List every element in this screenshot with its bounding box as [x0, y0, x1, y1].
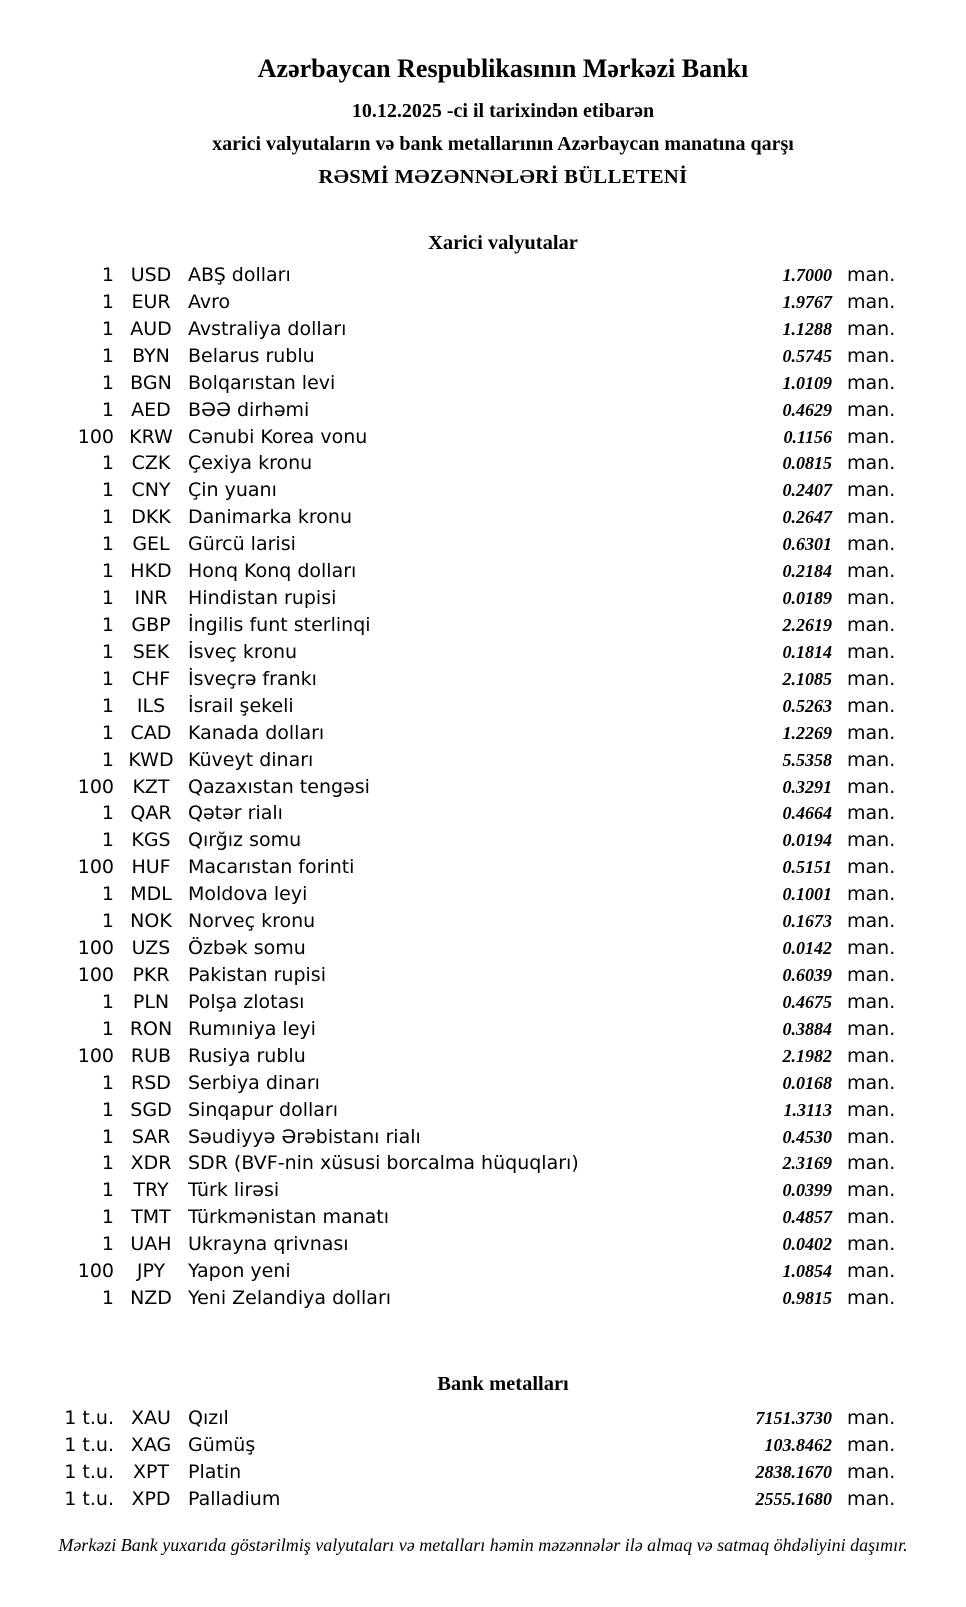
- rate-value-cell: 1.1288: [782, 318, 832, 339]
- currency-name-cell: Özbək somu: [188, 937, 306, 960]
- currency-name-cell: Moldova leyi: [188, 883, 308, 906]
- quantity-cell: 100: [77, 1260, 114, 1283]
- unit-label-cell: man.: [847, 1260, 896, 1283]
- currency-name-cell: Pakistan rupisi: [188, 963, 326, 986]
- quantity-cell: 1: [101, 371, 114, 394]
- rate-value-cell: 0.0194: [782, 830, 832, 851]
- currency-name-cell: Hindistan rupisi: [188, 587, 337, 610]
- currency-code-cell: PKR: [132, 963, 170, 986]
- quantity-cell: 1: [101, 721, 114, 744]
- disclaimer-text: Mərkəzi Bank yuxarıda göstərilmiş valyutaları və metalları həmin məzənnələr ilə almaq və satmaq öhdəliyini daşımır.: [58, 1535, 908, 1555]
- rate-value-cell: 1.0854: [782, 1261, 832, 1282]
- currency-name-cell: Qırğız somu: [188, 829, 302, 852]
- currency-code-cell: CZK: [131, 452, 171, 475]
- rate-value-cell: 2.1085: [782, 668, 832, 689]
- quantity-cell: 1: [101, 533, 114, 556]
- currency-code-cell: CHF: [131, 667, 171, 690]
- currency-code-cell: XDR: [130, 1152, 172, 1175]
- unit-label-cell: man.: [847, 640, 896, 663]
- quantity-cell: 100: [77, 775, 114, 798]
- currency-code-cell: KWD: [128, 748, 174, 771]
- quantity-cell: 1: [101, 560, 114, 583]
- table-row: [0, 989, 966, 1016]
- unit-label-cell: man.: [847, 506, 896, 529]
- currency-name-cell: Səudiyyə Ərəbistanı rialı: [188, 1125, 421, 1148]
- rate-value-cell: 0.4629: [782, 399, 832, 420]
- table-row: [0, 1285, 966, 1312]
- quantity-cell: 1: [101, 667, 114, 690]
- currency-code-cell: BYN: [132, 344, 170, 367]
- rate-value-cell: 103.8462: [764, 1434, 832, 1455]
- unit-label-cell: man.: [847, 587, 896, 610]
- unit-label-cell: man.: [847, 748, 896, 771]
- rate-value-cell: 0.5745: [782, 345, 832, 366]
- rate-value-cell: 0.1814: [782, 641, 832, 662]
- currency-name-cell: ABŞ dolları: [188, 264, 291, 286]
- table-row: [0, 1258, 966, 1285]
- unit-label-cell: man.: [847, 398, 896, 421]
- rate-value-cell: 0.0402: [782, 1234, 832, 1255]
- currency-code-cell: GBP: [131, 613, 171, 636]
- quantity-cell: 1: [101, 694, 114, 717]
- currency-code-cell: TMT: [131, 1206, 171, 1229]
- currency-name-cell: Bolqarıstan levi: [188, 371, 336, 394]
- unit-label-cell: man.: [847, 829, 896, 852]
- table-row: [0, 343, 966, 370]
- unit-label-cell: man.: [847, 1044, 896, 1067]
- rate-value-cell: 0.2407: [782, 480, 832, 501]
- currency-name-cell: Gürcü larisi: [188, 533, 296, 556]
- quantity-cell: 1: [101, 910, 114, 933]
- quantity-cell: 1: [101, 587, 114, 610]
- currency-name-cell: Macarıstan forinti: [188, 856, 355, 879]
- currency-name-cell: Rusiya rublu: [188, 1044, 306, 1067]
- rate-value-cell: 0.4857: [782, 1207, 832, 1228]
- unit-label-cell: man.: [847, 317, 896, 340]
- quantity-cell: 1: [101, 1125, 114, 1148]
- rate-value-cell: 0.1001: [782, 884, 832, 905]
- currency-name-cell: İngilis funt sterlinqi: [188, 613, 371, 636]
- unit-label-cell: man.: [847, 560, 896, 583]
- rate-value-cell: 0.5263: [782, 695, 832, 716]
- currency-code-cell: XAU: [131, 1407, 171, 1429]
- rate-value-cell: 2838.1670: [755, 1461, 832, 1482]
- quantity-cell: 1: [101, 990, 114, 1013]
- table-row: [0, 289, 966, 316]
- currency-code-cell: AUD: [130, 317, 172, 340]
- table-row: [0, 558, 966, 585]
- table-row: [0, 908, 966, 935]
- currency-name-cell: Türkmənistan manatı: [188, 1206, 390, 1229]
- currency-name-cell: Gümüş: [188, 1433, 256, 1456]
- currency-code-cell: RUB: [130, 1044, 172, 1067]
- unit-label-cell: man.: [847, 1287, 896, 1310]
- quantity-cell: 1: [101, 1098, 114, 1121]
- rate-value-cell: 0.0399: [782, 1180, 832, 1201]
- metals-section-title: Bank metalları: [437, 1373, 569, 1395]
- unit-label-cell: man.: [847, 856, 896, 879]
- currency-name-cell: Serbiya dinarı: [188, 1071, 320, 1094]
- table-row: [0, 397, 966, 424]
- rate-value-cell: 0.6301: [782, 534, 832, 555]
- unit-label-cell: man.: [847, 425, 896, 448]
- currency-name-cell: Qızıl: [188, 1407, 229, 1429]
- quantity-cell: 1: [101, 1287, 114, 1310]
- currencies-section-title: Xarici valyutalar: [428, 232, 578, 254]
- unit-label-cell: man.: [847, 963, 896, 986]
- currency-code-cell: JPY: [136, 1260, 166, 1283]
- unit-label-cell: man.: [847, 613, 896, 636]
- unit-label-cell: man.: [847, 937, 896, 960]
- table-row: [0, 935, 966, 962]
- table-row: [0, 1177, 966, 1204]
- currency-name-cell: Norveç kronu: [188, 910, 316, 933]
- currency-name-cell: Rumıniya leyi: [188, 1017, 316, 1040]
- unit-label-cell: man.: [847, 990, 896, 1013]
- quantity-cell: 1: [101, 640, 114, 663]
- table-row: [0, 1486, 966, 1513]
- table-row: [0, 1432, 966, 1459]
- currency-code-cell: ILS: [136, 694, 166, 717]
- currency-name-cell: Türk lirəsi: [188, 1179, 280, 1202]
- rate-value-cell: 0.2184: [782, 561, 832, 582]
- currency-name-cell: Çin yuanı: [188, 479, 277, 502]
- quantity-cell: 1: [101, 452, 114, 475]
- currency-name-cell: İsveçrə frankı: [188, 667, 317, 690]
- rate-value-cell: 0.6039: [782, 964, 832, 985]
- table-row: [0, 477, 966, 504]
- unit-label-cell: man.: [847, 910, 896, 933]
- table-row: [0, 1231, 966, 1258]
- currency-name-cell: Sinqapur dolları: [188, 1098, 339, 1121]
- unit-label-cell: man.: [847, 1125, 896, 1148]
- currency-name-cell: Platin: [188, 1460, 242, 1483]
- currency-code-cell: EUR: [131, 290, 171, 313]
- quantity-cell: 1: [101, 1206, 114, 1229]
- unit-label-cell: man.: [847, 802, 896, 825]
- unit-label-cell: man.: [847, 1152, 896, 1175]
- quantity-cell: 1 t.u.: [64, 1460, 114, 1483]
- currency-name-cell: Ukrayna qrivnası: [188, 1233, 349, 1256]
- unit-label-cell: man.: [847, 533, 896, 556]
- rate-value-cell: 0.5151: [782, 857, 832, 878]
- rate-value-cell: 2.1982: [782, 1045, 832, 1066]
- rate-value-cell: 0.4664: [782, 803, 832, 824]
- unit-label-cell: man.: [847, 479, 896, 502]
- unit-label-cell: man.: [847, 1407, 896, 1429]
- currency-name-cell: BƏƏ dirhəmi: [188, 398, 310, 421]
- rate-value-cell: 0.2647: [782, 507, 832, 528]
- unit-label-cell: man.: [847, 775, 896, 798]
- table-row: [0, 881, 966, 908]
- subtitle-line: xarici valyutaların və bank metallarının Azərbaycan manatına qarşı: [212, 133, 794, 155]
- currency-code-cell: SGD: [130, 1098, 172, 1121]
- currency-code-cell: UAH: [130, 1233, 172, 1256]
- rate-value-cell: 7151.3730: [755, 1408, 832, 1428]
- rate-value-cell: 0.0168: [782, 1072, 832, 1093]
- currency-code-cell: SAR: [131, 1125, 171, 1148]
- quantity-cell: 1: [101, 802, 114, 825]
- rate-value-cell: 0.3291: [782, 776, 832, 797]
- rate-value-cell: 0.3884: [782, 1018, 832, 1039]
- table-row: [0, 585, 966, 612]
- table-row: [0, 1016, 966, 1043]
- quantity-cell: 1: [101, 317, 114, 340]
- currency-code-cell: KZT: [132, 775, 170, 798]
- currency-code-cell: XPD: [131, 1487, 171, 1510]
- rate-value-cell: 0.1673: [782, 911, 832, 932]
- currency-name-cell: İsveç kronu: [188, 640, 298, 663]
- currency-code-cell: DKK: [131, 506, 171, 529]
- quantity-cell: 1: [101, 264, 114, 286]
- quantity-cell: 1: [101, 1152, 114, 1175]
- table-row: [0, 720, 966, 747]
- currency-code-cell: CAD: [130, 721, 172, 744]
- unit-label-cell: man.: [847, 694, 896, 717]
- rate-value-cell: 2.2619: [782, 614, 832, 635]
- currency-name-cell: Kanada dolları: [188, 721, 325, 744]
- currency-code-cell: XPT: [132, 1460, 170, 1483]
- table-row: [0, 370, 966, 397]
- currency-name-cell: Yeni Zelandiya dolları: [188, 1287, 392, 1310]
- quantity-cell: 1: [101, 1233, 114, 1256]
- currency-code-cell: UZS: [131, 937, 171, 960]
- table-row: [0, 531, 966, 558]
- quantity-cell: 1: [101, 290, 114, 313]
- rate-value-cell: 0.4530: [782, 1126, 832, 1147]
- currencies-table: [0, 262, 966, 1312]
- quantity-cell: 1 t.u.: [64, 1407, 114, 1429]
- table-row: [0, 800, 966, 827]
- currency-code-cell: KGS: [131, 829, 171, 852]
- table-row: [0, 1459, 966, 1486]
- bank-name-title: Azərbaycan Respublikasının Mərkəzi Bankı: [257, 54, 749, 83]
- quantity-cell: 1: [101, 1071, 114, 1094]
- unit-label-cell: man.: [847, 1433, 896, 1456]
- quantity-cell: 1: [101, 748, 114, 771]
- rate-value-cell: 1.0109: [782, 372, 832, 393]
- currency-name-cell: Belarus rublu: [188, 344, 315, 367]
- rate-value-cell: 0.0815: [782, 453, 832, 474]
- rate-value-cell: 2.3169: [782, 1153, 832, 1174]
- table-row: [0, 504, 966, 531]
- table-row: [0, 1405, 966, 1432]
- unit-label-cell: man.: [847, 290, 896, 313]
- currency-code-cell: BGN: [130, 371, 172, 394]
- table-row: [0, 774, 966, 801]
- unit-label-cell: man.: [847, 1460, 896, 1483]
- unit-label-cell: man.: [847, 452, 896, 475]
- table-row: [0, 612, 966, 639]
- currency-code-cell: MDL: [130, 883, 172, 906]
- table-row: [0, 747, 966, 774]
- rate-value-cell: 1.2269: [782, 722, 832, 743]
- currency-code-cell: RSD: [131, 1071, 171, 1094]
- table-row: [0, 1070, 966, 1097]
- quantity-cell: 1: [101, 613, 114, 636]
- unit-label-cell: man.: [847, 371, 896, 394]
- currency-code-cell: AED: [131, 398, 171, 421]
- currency-code-cell: KRW: [129, 425, 173, 448]
- unit-label-cell: man.: [847, 883, 896, 906]
- rate-value-cell: 0.0189: [782, 588, 832, 609]
- table-row: [0, 1150, 966, 1177]
- quantity-cell: 1: [101, 1017, 114, 1040]
- table-row: [0, 450, 966, 477]
- rate-value-cell: 2555.1680: [755, 1488, 832, 1509]
- currency-code-cell: HKD: [130, 560, 172, 583]
- currency-code-cell: INR: [134, 587, 168, 610]
- currency-code-cell: RON: [129, 1017, 173, 1040]
- quantity-cell: 1: [101, 479, 114, 502]
- rate-value-cell: 0.1156: [783, 426, 832, 447]
- currency-code-cell: GEL: [132, 533, 170, 556]
- currency-code-cell: HUF: [131, 856, 171, 879]
- table-row: [0, 262, 966, 289]
- table-row: [0, 666, 966, 693]
- quantity-cell: 1: [101, 344, 114, 367]
- unit-label-cell: man.: [847, 264, 896, 286]
- rate-value-cell: 1.7000: [782, 265, 832, 285]
- quantity-cell: 100: [77, 856, 114, 879]
- currency-name-cell: Avro: [188, 290, 231, 313]
- table-row: [0, 854, 966, 881]
- unit-label-cell: man.: [847, 1071, 896, 1094]
- currency-code-cell: TRY: [133, 1179, 169, 1202]
- quantity-cell: 1: [101, 829, 114, 852]
- rate-value-cell: 1.3113: [783, 1099, 832, 1120]
- unit-label-cell: man.: [847, 1233, 896, 1256]
- currency-name-cell: Çexiya kronu: [188, 452, 313, 475]
- currency-name-cell: Palladium: [188, 1487, 281, 1510]
- currency-code-cell: CNY: [131, 479, 171, 502]
- table-row: [0, 962, 966, 989]
- currency-name-cell: Qazaxıstan tengəsi: [188, 775, 370, 798]
- currency-name-cell: SDR (BVF-nin xüsusi borcalma hüquqları): [188, 1152, 579, 1175]
- table-row: [0, 827, 966, 854]
- table-row: [0, 1043, 966, 1070]
- table-row: [0, 316, 966, 343]
- metals-table: [0, 1405, 966, 1513]
- quantity-cell: 100: [77, 1044, 114, 1067]
- currency-code-cell: QAR: [130, 802, 172, 825]
- table-row: [0, 693, 966, 720]
- unit-label-cell: man.: [847, 667, 896, 690]
- table-row: [0, 1204, 966, 1231]
- bulletin-title: RƏSMİ MƏZƏNNƏLƏRİ BÜLLETENİ: [318, 166, 688, 188]
- unit-label-cell: man.: [847, 1206, 896, 1229]
- rate-value-cell: 1.9767: [782, 291, 832, 312]
- unit-label-cell: man.: [847, 1098, 896, 1121]
- currency-name-cell: Cənubi Korea vonu: [188, 425, 368, 448]
- rate-value-cell: 0.4675: [782, 991, 832, 1012]
- unit-label-cell: man.: [847, 1017, 896, 1040]
- currency-name-cell: Qətər rialı: [188, 802, 283, 825]
- currency-name-cell: Küveyt dinarı: [188, 748, 314, 771]
- unit-label-cell: man.: [847, 344, 896, 367]
- currency-code-cell: NOK: [130, 910, 172, 933]
- quantity-cell: 1 t.u.: [64, 1433, 114, 1456]
- quantity-cell: 1: [101, 883, 114, 906]
- rate-value-cell: 0.0142: [782, 938, 832, 959]
- quantity-cell: 1 t.u.: [64, 1487, 114, 1510]
- currency-name-cell: Polşa zlotası: [188, 990, 305, 1013]
- quantity-cell: 1: [101, 398, 114, 421]
- currency-code-cell: PLN: [132, 990, 170, 1013]
- currency-name-cell: Honq Konq dolları: [188, 560, 357, 583]
- quantity-cell: 1: [101, 1179, 114, 1202]
- currency-code-cell: NZD: [130, 1287, 172, 1310]
- currency-code-cell: USD: [130, 264, 172, 286]
- table-row: [0, 1097, 966, 1124]
- table-row: [0, 639, 966, 666]
- rate-value-cell: 5.5358: [782, 749, 832, 770]
- currency-name-cell: Avstraliya dolları: [188, 317, 347, 340]
- quantity-cell: 1: [101, 506, 114, 529]
- table-row: [0, 1124, 966, 1151]
- currency-name-cell: Danimarka kronu: [188, 506, 353, 529]
- unit-label-cell: man.: [847, 1179, 896, 1202]
- rate-value-cell: 0.9815: [782, 1288, 832, 1309]
- currency-name-cell: Yapon yeni: [188, 1260, 291, 1283]
- currency-name-cell: İsrail şekeli: [188, 694, 294, 717]
- table-row: [0, 424, 966, 451]
- unit-label-cell: man.: [847, 1487, 896, 1510]
- quantity-cell: 100: [77, 425, 114, 448]
- currency-code-cell: SEK: [132, 640, 170, 663]
- quantity-cell: 100: [77, 963, 114, 986]
- currency-code-cell: XAG: [130, 1433, 172, 1456]
- quantity-cell: 100: [77, 937, 114, 960]
- unit-label-cell: man.: [847, 721, 896, 744]
- effective-date-line: 10.12.2025 -ci il tarixindən etibarən: [351, 100, 655, 122]
